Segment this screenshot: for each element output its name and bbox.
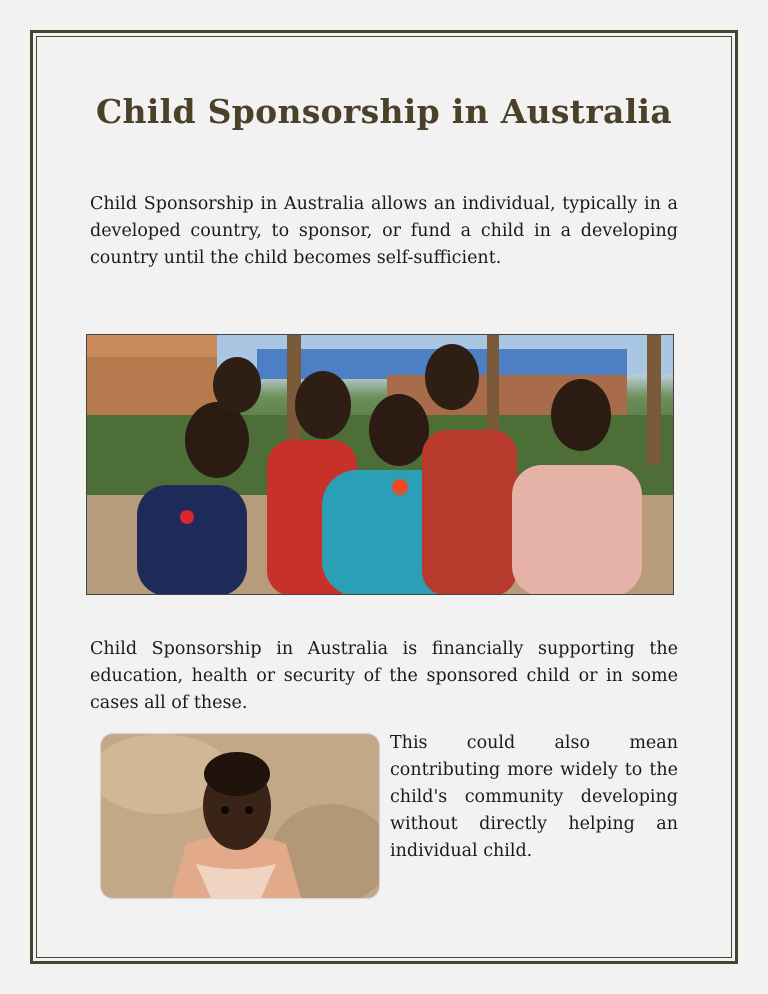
child-portrait-photo [101,734,379,898]
support-paragraph: Child Sponsorship in Australia is financially supporting the education, health or security of the sponsored child or in some cases all of these. [90,639,678,713]
intro-paragraph: Child Sponsorship in Australia allows an individual, typically in a developed country, to sponsor, or fund a child in a developing country until the child becomes self-sufficient. [90,194,678,268]
children-group-photo [86,334,674,595]
page-title: Child Sponsorship in Australia [95,92,673,131]
community-paragraph: This could also mean contributing more widely to the child's community developing without directly helping an individual child. [390,733,678,861]
